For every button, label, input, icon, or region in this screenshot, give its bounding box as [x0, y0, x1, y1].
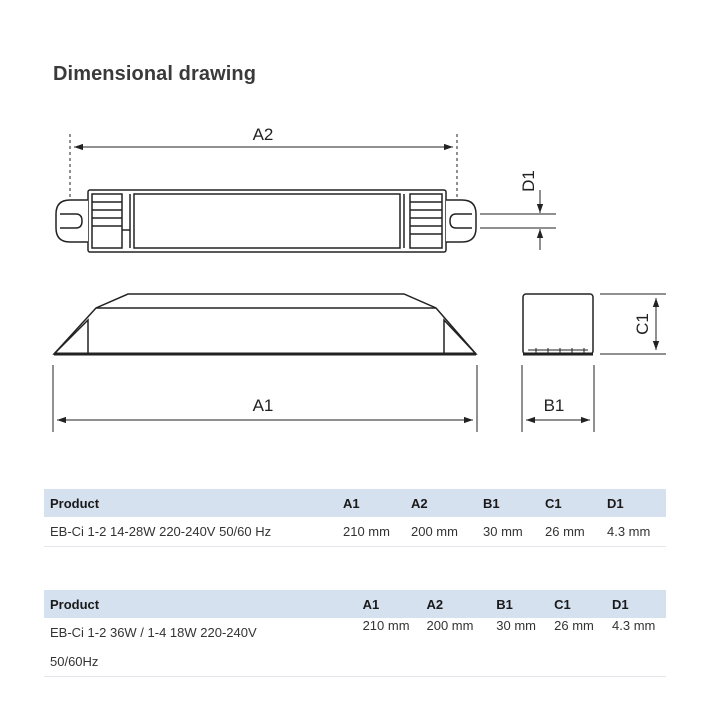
cell-a2: 200 mm: [420, 618, 490, 677]
label-b1: B1: [543, 396, 565, 415]
header-a1: A1: [357, 590, 421, 618]
table-row: [44, 618, 666, 677]
dimensions-table-1: [44, 489, 666, 547]
label-d1: D1: [519, 170, 538, 192]
top-view: [56, 134, 476, 252]
table-header-row: [44, 590, 666, 618]
cell-c1: 26 mm: [539, 517, 601, 547]
side-view: [54, 294, 476, 354]
label-c1: C1: [633, 313, 652, 335]
table-row: [44, 517, 666, 547]
label-a2: A2: [252, 125, 274, 144]
d1-dimension: [480, 190, 556, 250]
cell-b1: 30 mm: [477, 517, 539, 547]
header-d1: D1: [601, 489, 666, 517]
cell-a2: 200 mm: [405, 517, 477, 547]
dimensions-table-2: [44, 590, 666, 677]
cell-product: EB-Ci 1-2 14-28W 220-240V 50/60 Hz: [44, 517, 337, 547]
header-product: Product: [44, 590, 357, 618]
cell-d1: 4.3 mm: [601, 517, 666, 547]
header-d1: D1: [606, 590, 666, 618]
header-b1: B1: [477, 489, 539, 517]
header-a2: A2: [405, 489, 477, 517]
cell-a1: 210 mm: [337, 517, 405, 547]
header-c1: C1: [548, 590, 606, 618]
header-c1: C1: [539, 489, 601, 517]
cell-a1: 210 mm: [357, 618, 421, 677]
page-title: Dimensional drawing: [53, 63, 257, 85]
header-a2: A2: [420, 590, 490, 618]
label-a1: A1: [252, 396, 274, 415]
table-header-row: [44, 489, 666, 517]
end-view: [523, 294, 593, 354]
cell-product: EB-Ci 1-2 36W / 1-4 18W 220-240V 50/60Hz: [44, 618, 357, 677]
header-a1: A1: [337, 489, 405, 517]
header-b1: B1: [490, 590, 548, 618]
cell-c1: 26 mm: [548, 618, 606, 677]
cell-b1: 30 mm: [490, 618, 548, 677]
cell-d1: 4.3 mm: [606, 618, 666, 677]
header-product: Product: [44, 489, 337, 517]
